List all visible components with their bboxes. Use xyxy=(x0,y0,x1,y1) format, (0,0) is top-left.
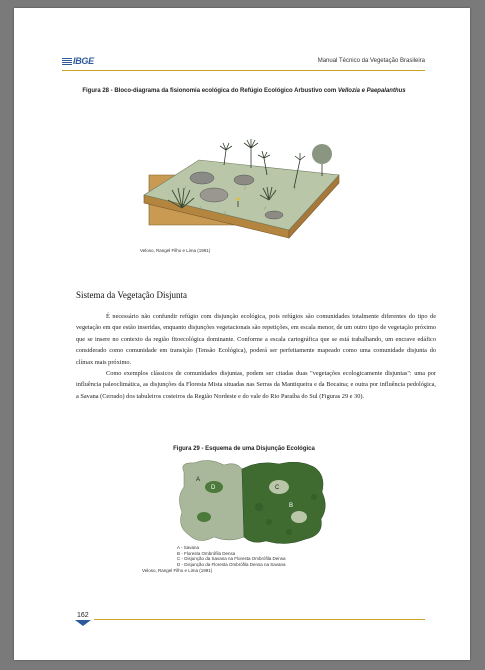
paragraph-2: Como exemplos clássicos de comunidades disjuntas, podem ser citadas duas "vegetações ecologicamente disjuntas": uma por influência paleoclimática, as disjunções da Floresta Mista situadas nas Serras da Mantiqueira e da Bocaina; e outra por influência pedológica, a Savana (Cerrado) dos tabuleiros costeiros da Região Nordeste e do vale do Rio Paraíba do Sul (Figuras 29 e 30). xyxy=(76,370,436,400)
legend-item-c: C - Disjunção da Savana na Floresta Ombrófila Densa xyxy=(177,556,286,562)
logo-bars-icon xyxy=(62,58,72,65)
logo-text: IBGE xyxy=(73,56,94,66)
figure-29-credit: Veloso, Rangel Filho e Lima (1991) xyxy=(142,568,213,573)
figure-29-map xyxy=(174,457,334,547)
header-rule xyxy=(62,70,425,71)
map-label-a: A xyxy=(196,477,201,483)
figure-29-legend xyxy=(177,545,286,568)
page-number: 162 xyxy=(77,612,89,619)
figure-29-caption: Figura 29 - Esquema de uma Disjunção Ecológica xyxy=(173,446,315,452)
figure-28-caption xyxy=(76,87,412,95)
ibge-logo xyxy=(62,56,94,66)
figure-28-credit: Veloso, Rangel Filho e Lima (1991) xyxy=(140,248,211,253)
figure-28-caption-text: Figura 28 - Bloco-diagrama da fisionomia ecológica do Refúgio Ecológico Arbustivo com xyxy=(82,88,338,94)
page-marker-icon xyxy=(75,620,91,626)
document-page xyxy=(14,8,470,660)
map-label-d: D xyxy=(211,485,216,491)
legend-item-a: A - Savana xyxy=(177,545,200,550)
legend-item-d: D - Disjunção da Floresta Ombrófila Densa na Savana xyxy=(177,562,286,568)
figure-28-block-diagram xyxy=(124,120,364,240)
body-text xyxy=(76,311,436,402)
running-header-title: Manual Técnico da Vegetação Brasileira xyxy=(317,58,425,64)
map-label-c: C xyxy=(275,485,280,491)
legend-item-b: B - Floresta Ombrófila Densa xyxy=(177,550,236,556)
figure-28-caption-species: Vellozia e Paepalanthus xyxy=(337,88,406,94)
footer-rule xyxy=(94,619,425,620)
paragraph-1: É necessário não confundir refúgio com disjunção ecológica, pois refúgios são comunidades totalmente diferentes do tipo de vegetação em que estão inseridas, enquanto disjunções vegetacionais são repetições, em escala menor, de um outro tipo de vegetação próximo que se insere no contexto da região fitoecológica dominante. Conforme a escala cartográfica que se está trabalhando, um encrave edáfico considerado como comunidade em transição (Tensão Ecológica), poderá ser perfeitamente mapeado como uma comunidade disjunta do clímax mais próximo. xyxy=(76,313,436,366)
section-title: Sistema da Vegetação Disjunta xyxy=(76,290,188,300)
map-label-b: B xyxy=(289,503,294,509)
